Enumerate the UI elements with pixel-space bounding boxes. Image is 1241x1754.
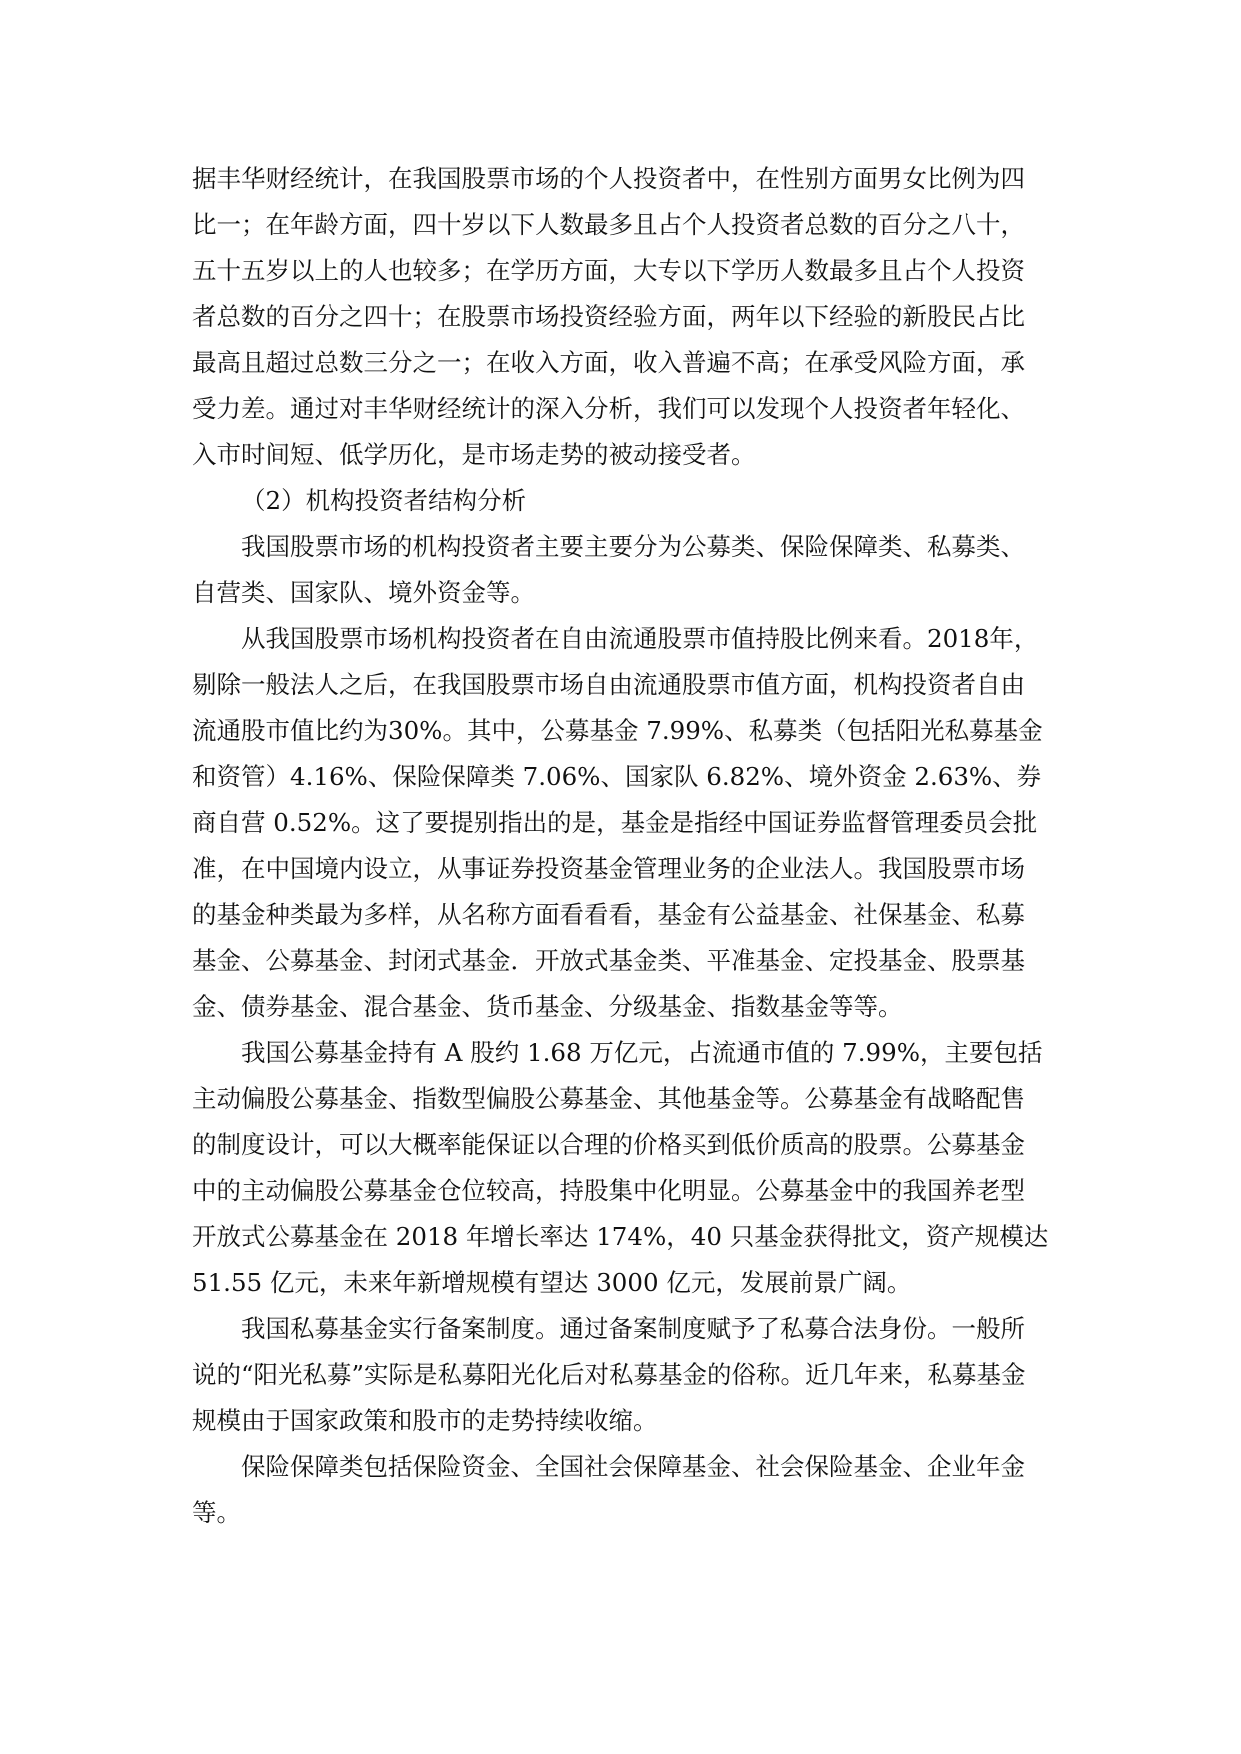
- paragraph-private-funds: 我国私募基金实行备案制度。通过备案制度赋予了私募合法身份。一般所说的“阳光私募”实际是私募阳光化后对私募基金的俗称。近几年来，私募基金规模由于国家政策和股市的走势持续收缩。: [192, 1314, 1026, 1435]
- document-page: [192, 156, 1049, 1536]
- paragraph-holding-ratios: 从我国股票市场机构投资者在自由流通股票市值持股比例来看。2018年，剔除一般法人之后，在我国股票市场自由流通股票市值方面，机构投资者自由流通股市值比约为30%。其中，公募基金 7.99%、私募类（包括阳光私募基金和资管）4.16%、保险保障类 7.06%、国家队 6.82%、境外资金 2.63%、券商自营 0.52%。这了要提别指出的是，基金是指经中国证券监督管理委员会批准，在中国境内设立，从事证券投资基金管理业务的企业法人。我国股票市场的基金种类最为多样，从名称方面看看看，基金有公益基金、社保基金、私募基金、公募基金、封闭式基金．开放式基金类、平准基金、定投基金、股票基金、债券基金、混合基金、货币基金、分级基金、指数基金等等。: [192, 624, 1043, 1021]
- paragraph-institutional-types: 我国股票市场的机构投资者主要主要分为公募类、保险保障类、私募类、自营类、国家队、境外资金等。: [192, 532, 1025, 607]
- paragraph-individual-investors: 据丰华财经统计，在我国股票市场的个人投资者中，在性别方面男女比例为四比一；在年龄方面，四十岁以下人数最多且占个人投资者总数的百分之八十，五十五岁以上的人也较多；在学历方面，大专以下学历人数最多且占个人投资者总数的百分之四十；在股票市场投资经验方面，两年以下经验的新股民占比最高且超过总数三分之一；在收入方面，收入普遍不高；在承受风险方面，承受力差。通过对丰华财经统计的深入分析，我们可以发现个人投资者年轻化、入市时间短、低学历化，是市场走势的被动接受者。: [192, 164, 1025, 469]
- paragraph-public-funds: 我国公募基金持有 A 股约 1.68 万亿元，占流通市值的 7.99%，主要包括主动偏股公募基金、指数型偏股公募基金、其他基金等。公募基金有战略配售的制度设计，可以大概率能保证以合理的价格买到低价质高的股票。公募基金中的主动偏股公募基金仓位较高，持股集中化明显。公募基金中的我国养老型开放式公募基金在 2018 年增长率达 174%，40 只基金获得批文，资产规模达 51.55 亿元，未来年新增规模有望达 3000 亿元，发展前景广阔。: [192, 1038, 1049, 1297]
- section-heading-institutional-investors: （2）机构投资者结构分析: [241, 486, 527, 515]
- paragraph-insurance: 保险保障类包括保险资金、全国社会保障基金、社会保险基金、企业年金等。: [192, 1452, 1025, 1527]
